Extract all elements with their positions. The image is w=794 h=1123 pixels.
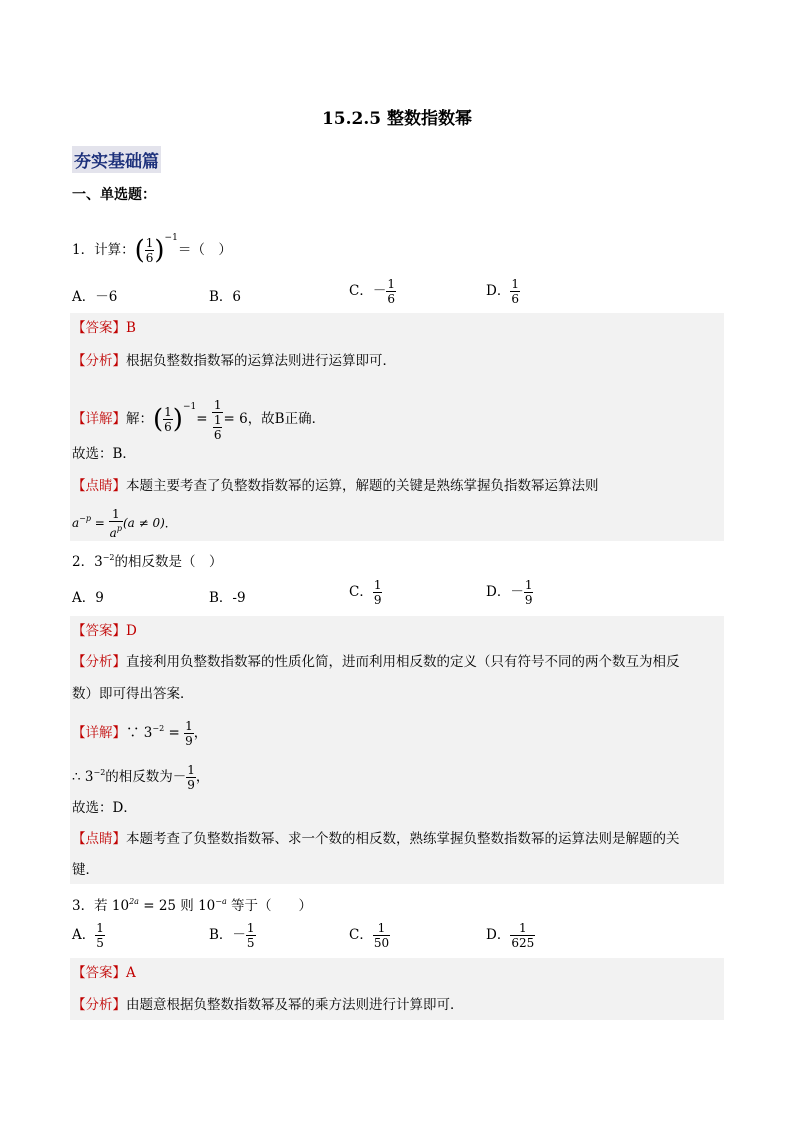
q2-stem: 2．$3^{-2}$的相反数是（ ）: [72, 553, 223, 570]
q2-option-b[interactable]: B．-9: [209, 590, 246, 606]
q2-point-cont: 键．: [72, 862, 99, 878]
q2-therefore: ∴ $3^{-2}$的相反数为－ $\frac{1}{9}$ ，: [72, 763, 210, 792]
q2-answer: 【答案】D: [72, 623, 137, 639]
q1-point: 【点睛】本题主要考查了负整数指数幂的运算，解题的关键是熟练掌握负指数幂运算法则: [72, 478, 599, 494]
q1-detail: 【详解】解：( $\frac{1}{6}$ )$^{-1}$= $\frac{1}{\frac{1}{6}}$ = 6，故B正确．: [72, 397, 326, 442]
q3-option-a[interactable]: A． $\frac{1}{5}$: [72, 921, 104, 950]
q1-option-b[interactable]: B．6: [209, 289, 242, 305]
q1-option-d[interactable]: D． $\frac{1}{6}$: [486, 277, 519, 306]
q3-analysis: 【分析】由题意根据负整数指数幂及幂的乘方法则进行计算即可．: [72, 997, 464, 1013]
q2-analysis: 【分析】直接利用负整数指数幂的性质化简，进而利用相反数的定义（只有符号不同的两个数互为相反: [72, 654, 680, 670]
part-heading: 一、单选题：: [72, 187, 156, 203]
q1-option-a[interactable]: A．－6: [72, 289, 118, 305]
q1-stem: 1．计算：( $\frac{1}{6}$ )$^{-1}$＝（ ）: [72, 233, 232, 266]
q3-option-b[interactable]: B．－ $\frac{1}{5}$: [209, 921, 255, 950]
q1-option-c[interactable]: C．－ $\frac{1}{6}$: [349, 277, 395, 306]
q3-answer: 【答案】A: [72, 965, 136, 981]
q2-choose: 故选：D．: [72, 800, 137, 816]
section-heading: 夯实基础篇: [72, 146, 161, 173]
q1-choose: 故选：B．: [72, 446, 136, 462]
q2-option-c[interactable]: C． $\frac{1}{9}$: [349, 578, 382, 607]
q2-point: 【点睛】本题考查了负整数指数幂、求一个数的相反数，熟练掌握负整数指数幂的运算法则是解题的关: [72, 831, 680, 847]
q1-analysis: 【分析】根据负整数指数幂的运算法则进行运算即可．: [72, 353, 396, 369]
page-title: 15.2.5 整数指数幂: [321, 109, 473, 129]
q1-answer: 【答案】B: [72, 320, 136, 336]
q1-fraction: $\frac{1}{6}$: [145, 236, 154, 265]
q1-complex-fraction: $\frac{1}{\frac{1}{6}}$: [213, 397, 222, 442]
q2-detail: 【详解】∵ $3^{-2}$ = $\frac{1}{9}$ ，: [72, 719, 208, 748]
q2-option-a[interactable]: A．9: [72, 590, 104, 606]
q2-option-d[interactable]: D．－ $\frac{1}{9}$: [486, 578, 533, 607]
q3-stem: 3．若 $10^{2a} = 25$ 则 $10^{-a}$ 等于（ ）: [72, 897, 313, 914]
q1-formula: $a^{-p}$ = $\frac{1}{a^p}$ (a ≠ 0)．: [72, 507, 177, 540]
q2-analysis-cont: 数）即可得出答案．: [72, 686, 194, 702]
q3-option-c[interactable]: C． $\frac{1}{50}$: [349, 921, 390, 950]
q3-option-d[interactable]: D． $\frac{1}{625}$: [486, 921, 535, 950]
